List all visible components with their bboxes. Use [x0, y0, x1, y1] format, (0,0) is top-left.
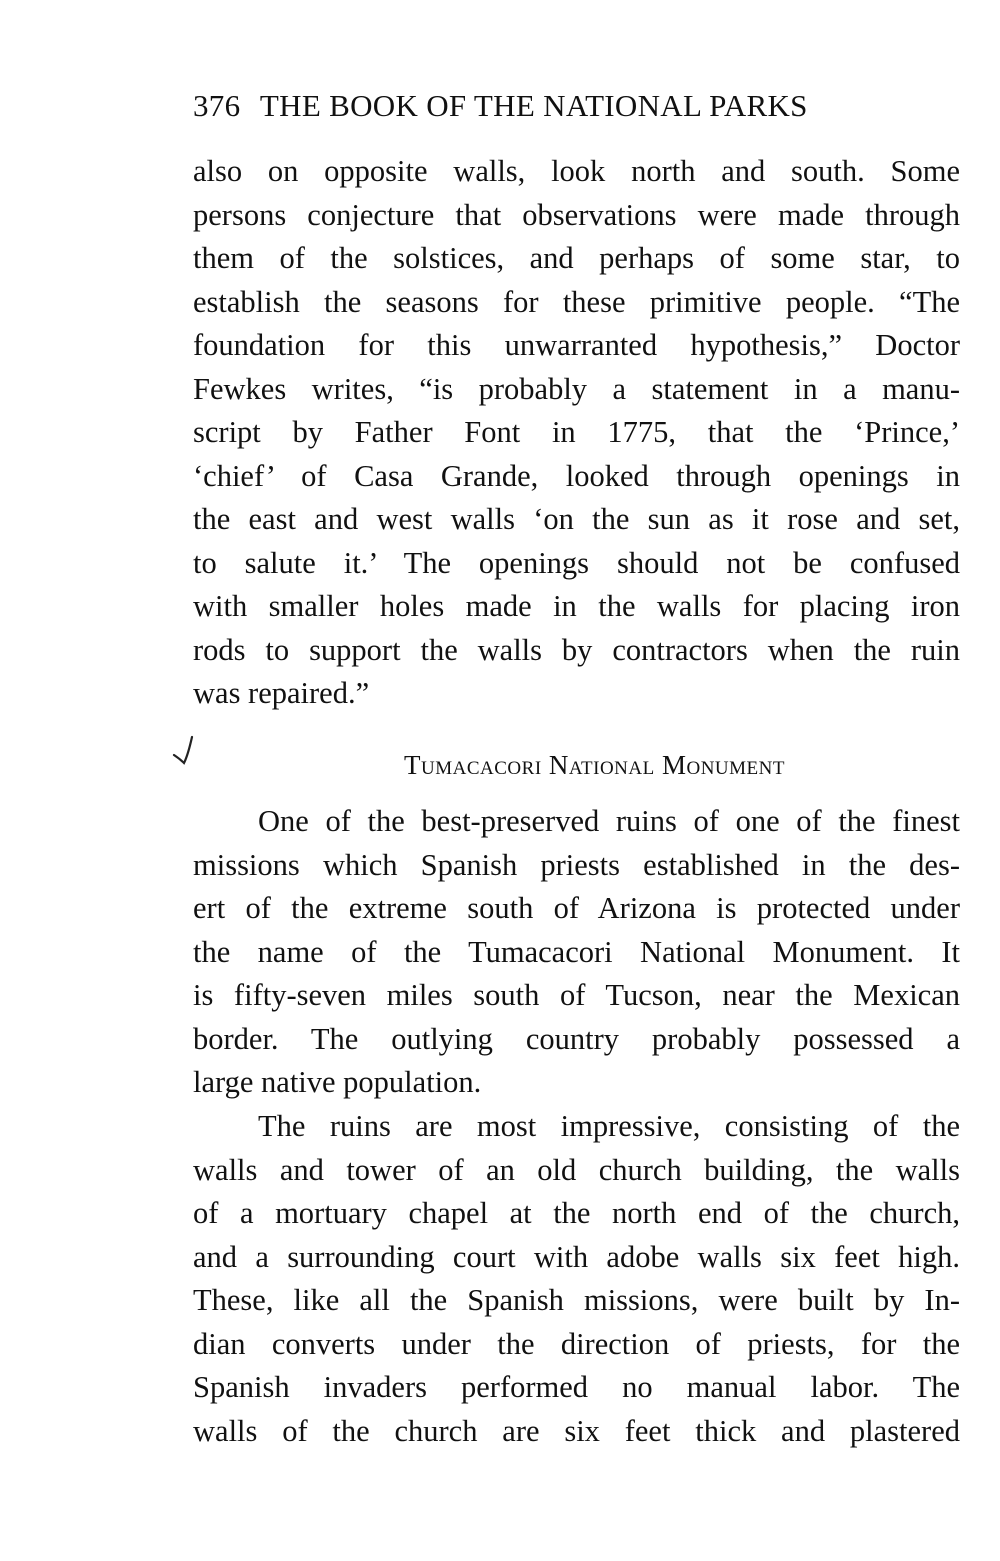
- text-line: establish the seasons for these primitive people. “The: [193, 284, 960, 319]
- text-line: dian converts under the direction of priests, for the: [193, 1326, 960, 1361]
- text-line: rods to support the walls by contractors when the ruin: [193, 632, 960, 667]
- paragraph-2: [193, 800, 960, 1105]
- text-line: missions which Spanish priests established in the des-: [193, 847, 960, 882]
- text-line: also on opposite walls, look north and south. Some: [193, 154, 960, 188]
- text-line: walls and tower of an old church building, the walls: [193, 1152, 960, 1187]
- text-line: script by Father Font in 1775, that the ‘Prince,’: [193, 415, 960, 449]
- section-heading-text: Tumacacori National Monument: [404, 750, 785, 780]
- text-line: was repaired.”: [193, 676, 370, 710]
- text-line: to salute it.’ The openings should not be confused: [193, 545, 960, 580]
- text-line: the name of the Tumacacori National Monument. It: [193, 934, 960, 969]
- paragraph-1: [193, 150, 960, 716]
- text-line: ert of the extreme south of Arizona is protected under: [193, 891, 960, 925]
- text-line: border. The outlying country probably possessed a: [193, 1021, 960, 1056]
- text-line: persons conjecture that observations were made through: [193, 197, 960, 232]
- text-line: of a mortuary chapel at the north end of the church,: [193, 1196, 960, 1230]
- text-line: is fifty-seven miles south of Tucson, near the Mexican: [193, 978, 960, 1012]
- running-title: THE BOOK OF THE NATIONAL PARKS: [259, 88, 808, 123]
- text-line: the east and west walls ‘on the sun as it rose and set,: [193, 502, 960, 536]
- text-line: Spanish invaders performed no manual labor. The: [193, 1370, 960, 1404]
- text-line: walls of the church are six feet thick and plastered: [193, 1413, 960, 1448]
- section-heading: [193, 750, 960, 781]
- text-line: and a surrounding court with adobe walls six feet high.: [193, 1239, 960, 1274]
- text-line: large native population.: [193, 1065, 482, 1099]
- text-line: them of the solstices, and perhaps of some star, to: [193, 241, 960, 275]
- text-line: Fewkes writes, “is probably a statement in a manu-: [193, 371, 960, 406]
- paragraph-3: [193, 1105, 960, 1453]
- running-header: [193, 88, 960, 124]
- page-number: 376: [193, 88, 241, 123]
- text-line: with smaller holes made in the walls for placing iron: [193, 589, 960, 623]
- text-line: These, like all the Spanish missions, were built by In-: [193, 1283, 960, 1317]
- text-line: One of the best-preserved ruins of one of the finest: [258, 804, 960, 838]
- text-line: The ruins are most impressive, consisting of the: [258, 1109, 960, 1143]
- text-line: foundation for this unwarranted hypothesis,” Doctor: [193, 328, 960, 362]
- text-line: ‘chief’ of Casa Grande, looked through openings in: [193, 458, 960, 493]
